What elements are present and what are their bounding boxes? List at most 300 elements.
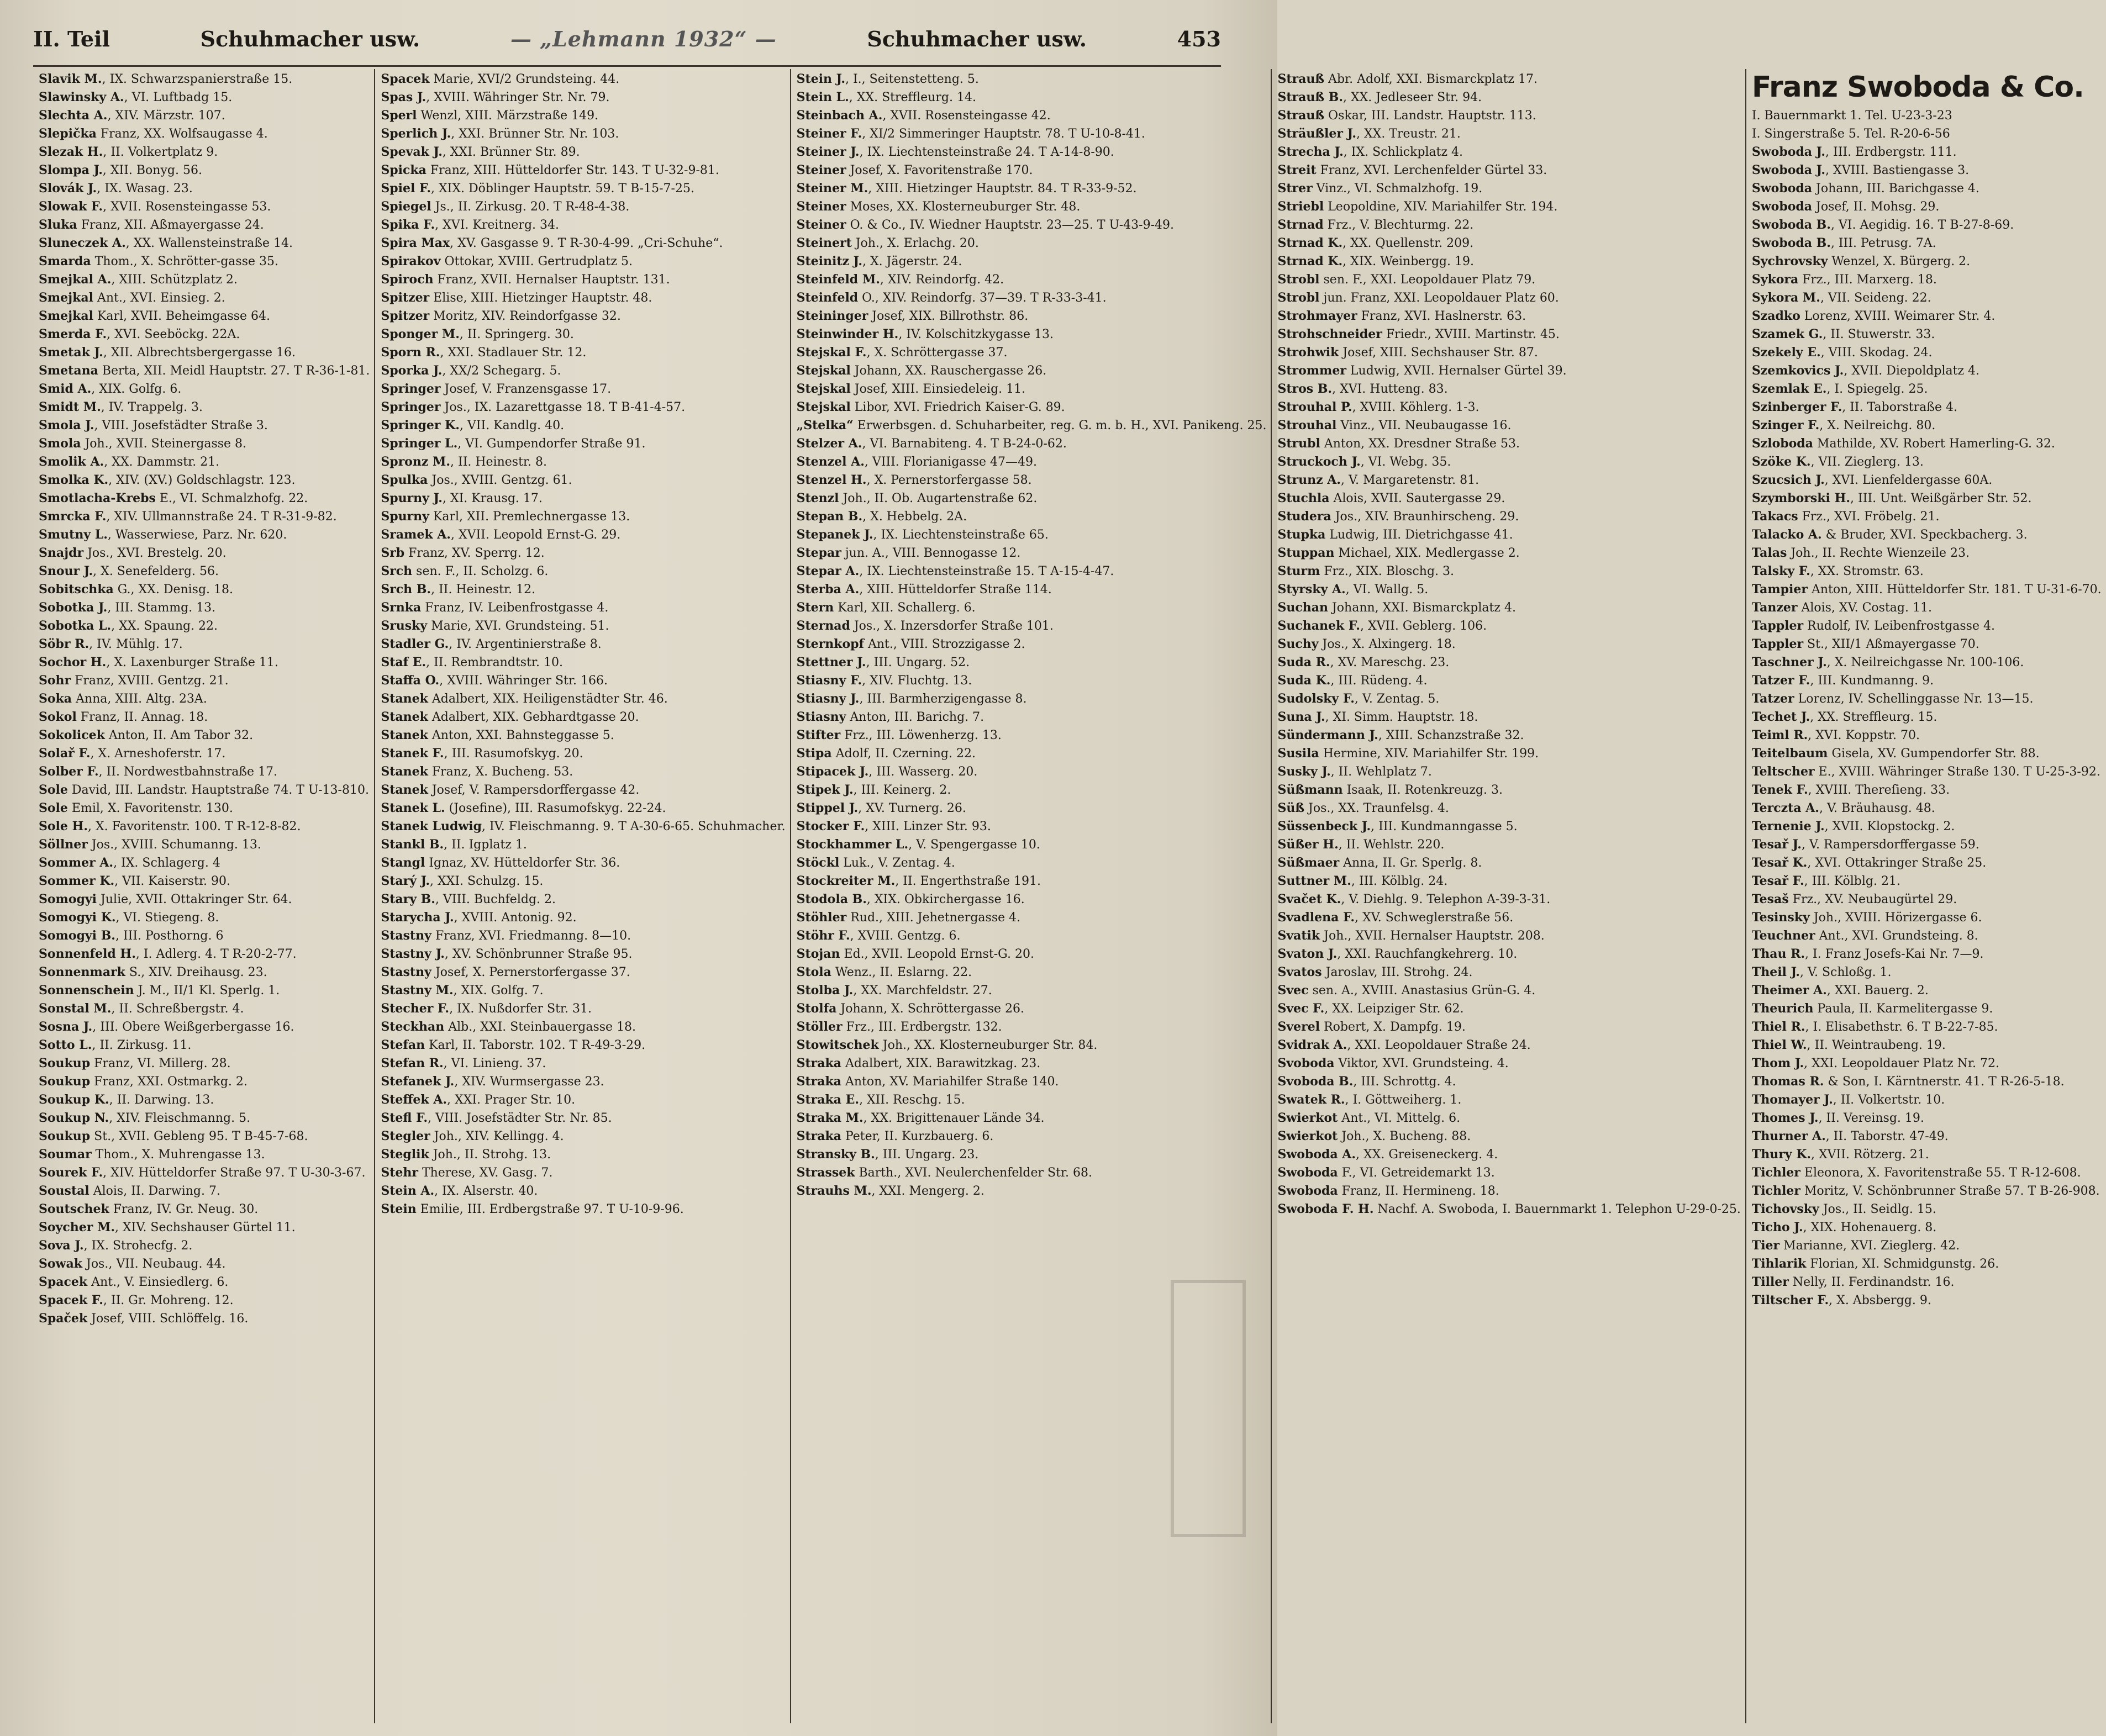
entry-address: , XXI. Rauchfangkehrerg. 10. <box>1337 947 1518 961</box>
entry-address: , XI/2 Simmeringer Hauptstr. 78. T U-10-8-41. <box>862 127 1145 141</box>
entry-name: Springer <box>381 382 441 396</box>
advertisement <box>1752 70 2102 143</box>
directory-entry <box>797 799 1267 817</box>
header-book-title: — „Lehmann 1932“ — <box>510 26 777 51</box>
entry-name: Steiner M. <box>796 181 868 196</box>
entry-address: Michael, XIX. Medlergasse 2. <box>1334 546 1520 560</box>
entry-address: , XXI. Brünner Str. 89. <box>442 145 580 159</box>
entry-address: , XIV. Ullmannstraße 24. T R-31-9-82. <box>106 510 337 524</box>
entry-address: Frz., V. Blechturmg. 22. <box>1323 218 1474 232</box>
directory-entry <box>1752 890 2102 909</box>
entry-name: Smolik A. <box>39 455 104 469</box>
entry-name: Sterba A. <box>796 582 860 597</box>
entry-address: , XVI. Ottakringer Straße 25. <box>1807 856 1987 870</box>
entry-address: , X. Schröttergasse 37. <box>866 346 1008 360</box>
entry-address: Frz., III. Marxerg. 18. <box>1798 273 1937 287</box>
page-header <box>33 17 1221 61</box>
directory-entry <box>381 180 785 198</box>
entry-name: Stern <box>796 600 834 615</box>
directory-entry <box>39 362 370 380</box>
entry-name: Smrcka F. <box>39 509 107 524</box>
entry-address: , III. Keinerg. 2. <box>853 783 951 797</box>
entry-name: Swoboda B. <box>1751 236 1831 250</box>
entry-address: Joh., X. Erlachg. 20. <box>851 236 979 250</box>
entry-address: Thom., X. Schrötter-gasse 35. <box>91 255 278 268</box>
entry-name: Stadler G. <box>381 637 449 651</box>
column-2 <box>375 69 791 1723</box>
directory-entry <box>1752 1146 2102 1164</box>
entry-name: Spacek F. <box>39 1293 103 1307</box>
entry-name: Tichler <box>1751 1184 1800 1198</box>
directory-entry <box>797 726 1267 745</box>
entry-name: Starycha J. <box>381 910 454 925</box>
entry-address: , VIII. Buchfeldg. 2. <box>435 893 556 906</box>
directory-entry <box>1752 1164 2102 1182</box>
directory-entry <box>39 307 370 325</box>
directory-entry <box>1752 726 2102 745</box>
entry-address: , IV. Fleischmanng. 9. T A-30-6-65. Schuhmacher. <box>482 820 786 833</box>
entry-address: Franz, XV. Sperrg. 12. <box>404 546 545 560</box>
ad-address-line: I. Singerstraße 5. Tel. R-20-6-56 <box>1751 127 1950 141</box>
directory-entry <box>1752 1182 2102 1200</box>
entry-address: Johann, X. Schröttergasse 26. <box>836 1002 1025 1016</box>
entry-address: St., XVII. Gebleng 95. T B-45-7-68. <box>90 1130 308 1143</box>
entry-address: Eleonora, X. Favoritenstraße 55. T R-12-608. <box>1800 1166 2081 1180</box>
entry-address: , X. Neilreichg. 80. <box>1819 419 1936 432</box>
entry-name: Tappler <box>1751 637 1804 651</box>
directory-entry <box>39 781 370 799</box>
entry-address: F., VI. Getreidemarkt 13. <box>1338 1166 1495 1180</box>
entry-name: Sosna J. <box>39 1020 93 1034</box>
directory-entry <box>381 799 785 817</box>
entry-address: , VI. Wallg. 5. <box>1345 583 1429 597</box>
entry-address: , IX. Schwarzspanierstraße 15. <box>102 72 293 86</box>
entry-address: Franz, XVIII. Gentzg. 21. <box>71 674 229 688</box>
entry-name: Tichovsky <box>1751 1202 1819 1216</box>
entry-name: Soycher M. <box>39 1220 115 1234</box>
entry-name: Stanek <box>381 710 428 724</box>
directory-entry <box>1277 1200 1740 1218</box>
directory-entry <box>797 982 1267 1000</box>
entry-address: J. M., II/1 Kl. Sperlg. 1. <box>134 984 280 998</box>
entry-name: Stein J. <box>796 72 845 86</box>
entry-name: Stöckl <box>796 856 840 870</box>
entry-address: , III. Barmherzigengasse 8. <box>859 692 1027 706</box>
entry-address: Karl, II. Taborstr. 102. T R-49-3-29. <box>425 1038 646 1052</box>
entry-name: Smola <box>39 436 81 451</box>
directory-entry <box>1752 526 2102 544</box>
directory-entry <box>39 198 370 216</box>
directory-entry <box>1277 653 1740 672</box>
directory-entry <box>381 781 785 799</box>
entry-address: Paula, II. Karmelitergasse 9. <box>1813 1002 1993 1016</box>
directory-entry <box>797 271 1267 289</box>
entry-address: , V. Schloßg. 1. <box>1799 965 1892 979</box>
entry-address: , XX. Jedleseer Str. 94. <box>1342 91 1482 104</box>
entry-name: Tihlarik <box>1751 1257 1807 1271</box>
entry-address: , XIX. Golfg. 7. <box>453 984 544 998</box>
directory-entry <box>381 216 785 234</box>
entry-address: Luk., V. Zentag. 4. <box>839 856 955 870</box>
entry-address: Franz, XIII. Hütteldorfer Str. 143. T U-32-9-81. <box>426 163 719 177</box>
directory-entry <box>797 544 1267 562</box>
entry-name: Smarda <box>39 254 91 268</box>
entry-name: Szamek G. <box>1751 327 1823 341</box>
directory-entry <box>39 1273 370 1291</box>
entry-name: Tanzer <box>1751 600 1798 615</box>
entry-name: Soukup N. <box>39 1111 109 1125</box>
directory-entry <box>39 708 370 726</box>
directory-entry <box>381 817 785 836</box>
entry-name: Steinbach A. <box>796 108 883 123</box>
entry-name: Soukup <box>39 1056 91 1070</box>
entry-name: Stankl B. <box>381 837 444 852</box>
entry-name: Smidt M. <box>39 400 101 414</box>
entry-name: Svec F. <box>1277 1001 1325 1016</box>
entry-address: Nelly, II. Ferdinandstr. 16. <box>1788 1275 1955 1289</box>
entry-address: Franz, II. Hermineng. 18. <box>1338 1184 1499 1198</box>
directory-entry <box>39 872 370 890</box>
entry-name: Söbr R. <box>39 637 89 651</box>
entry-name: Talacko A. <box>1751 527 1822 542</box>
entry-address: Adalbert, XIX. Heiligenstädter Str. 46. <box>428 692 668 706</box>
directory-entry <box>1752 836 2102 854</box>
entry-name: Solber F. <box>39 764 99 779</box>
directory-entry <box>1277 453 1740 471</box>
directory-entry <box>381 252 785 271</box>
directory-entry <box>381 1200 785 1218</box>
entry-name: Suna J. <box>1277 710 1325 724</box>
entry-name: Thomayer J. <box>1751 1093 1833 1107</box>
directory-entry <box>797 817 1267 836</box>
entry-address: Adalbert, XIX. Barawitzkag. 23. <box>841 1057 1041 1070</box>
entry-name: Stöhler <box>796 910 847 925</box>
entry-address: Karl, XVII. Beheimgasse 64. <box>93 309 271 323</box>
directory-entry <box>1277 1018 1740 1036</box>
entry-name: Sole H. <box>39 819 88 833</box>
directory-entry <box>39 1200 370 1218</box>
directory-entry <box>1277 963 1740 982</box>
entry-address: , XV. Schönbrunner Straße 95. <box>444 947 633 961</box>
entry-address: , XVII. Diepoldplatz 4. <box>1844 364 1980 378</box>
directory-entry <box>797 198 1267 216</box>
entry-address: , IX. Nußdorfer Str. 31. <box>449 1002 592 1016</box>
directory-entry <box>797 1054 1267 1073</box>
entry-address: G., XX. Denisg. 18. <box>113 583 234 597</box>
directory-entry <box>797 690 1267 708</box>
entry-address: O. & Co., IV. Wiedner Hauptstr. 23—25. T U-43-9-49. <box>846 218 1175 232</box>
entry-address: Vinz., VI. Schmalzhofg. 19. <box>1312 182 1483 196</box>
entry-name: Swoboda J. <box>1751 145 1826 159</box>
entry-name: Svadlena F. <box>1277 910 1355 925</box>
entry-address: Moritz, V. Schönbrunner Straße 57. T B-26-908. <box>1800 1184 2100 1198</box>
entry-name: Stastny J. <box>381 947 445 961</box>
entry-address: Emilie, III. Erdbergstraße 97. T U-10-9-96. <box>416 1202 684 1216</box>
entry-name: Stefan <box>381 1038 425 1052</box>
directory-entry <box>381 398 785 416</box>
entry-address: , XIV. Fluchtg. 13. <box>862 674 972 688</box>
entry-name: Somogyi <box>39 892 97 906</box>
directory-entry <box>39 799 370 817</box>
entry-address: , I. Franz Josefs-Kai Nr. 7—9. <box>1805 947 1984 961</box>
entry-name: Stejskal <box>796 363 851 378</box>
directory-entry <box>797 1000 1267 1018</box>
directory-entry <box>1752 508 2102 526</box>
entry-address: , XIV. Fleischmanng. 5. <box>109 1111 251 1125</box>
entry-name: Thury K. <box>1751 1147 1812 1162</box>
entry-name: Sperl <box>381 108 417 123</box>
entry-address: , X. Arneshoferstr. 17. <box>90 747 226 761</box>
entry-address: Karl, XII. Premlechnergasse 13. <box>429 510 630 524</box>
entry-address: , XVI. Koppstr. 70. <box>1808 729 1920 742</box>
entry-name: Stepanek J. <box>796 527 873 542</box>
directory-entry <box>1752 180 2102 198</box>
entry-name: Stipek J. <box>796 783 854 797</box>
entry-address: , III. Schrottg. 4. <box>1353 1075 1456 1089</box>
directory-entry <box>39 380 370 398</box>
entry-name: Spitzer <box>381 291 430 305</box>
directory-entry <box>381 1000 785 1018</box>
entry-address: Frz., III. Löwenherzg. 13. <box>840 729 1002 742</box>
directory-entry <box>1277 471 1740 489</box>
entry-address: Johann, III. Barichgasse 4. <box>1812 182 1979 196</box>
entry-name: Starý J. <box>381 874 430 888</box>
directory-entry <box>39 1036 370 1054</box>
entry-name: Stepar A. <box>796 564 860 578</box>
directory-entry <box>1752 1200 2102 1218</box>
entry-address: Ignaz, XV. Hütteldorfer Str. 36. <box>425 856 620 870</box>
entry-name: Süßmaer <box>1277 856 1340 870</box>
entry-address: , III. Ungarg. 52. <box>866 656 970 669</box>
directory-entry <box>1277 88 1740 107</box>
directory-entry <box>1752 690 2102 708</box>
directory-entry <box>381 107 785 125</box>
entry-address: Abr. Adolf, XXI. Bismarckplatz 17. <box>1324 72 1538 86</box>
directory-entry <box>1277 362 1740 380</box>
directory-entry <box>1277 1000 1740 1018</box>
directory-entry <box>1277 289 1740 307</box>
directory-entry <box>39 289 370 307</box>
entry-address: Joh., X. Bucheng. 88. <box>1338 1130 1471 1143</box>
entry-name: Tesař K. <box>1751 856 1808 870</box>
directory-entry <box>39 216 370 234</box>
entry-name: Stelzer A. <box>796 436 862 451</box>
entry-name: Strunz A. <box>1277 473 1341 487</box>
entry-address: Ludwig, III. Dietrichgasse 41. <box>1325 528 1513 542</box>
entry-address: Ant., XVI. Einsieg. 2. <box>93 291 225 305</box>
directory-entry <box>797 708 1267 726</box>
entry-name: Spika F. <box>381 218 435 232</box>
directory-entry <box>1277 1036 1740 1054</box>
entry-address: Franz, X. Bucheng. 53. <box>428 765 573 779</box>
entry-name: Spacek <box>39 1275 88 1289</box>
directory-entry <box>1752 489 2102 508</box>
entry-name: Stipacek J. <box>796 764 869 779</box>
entry-name: Swoboda J. <box>1751 163 1826 177</box>
entry-address: , XIII. Schanzstraße 32. <box>1378 729 1524 742</box>
entry-name: Sonstal M. <box>39 1001 112 1016</box>
entry-address: , XVIII. Thereſieng. 33. <box>1808 783 1950 797</box>
entry-address: , XVIII. Bastiengasse 3. <box>1825 163 1970 177</box>
entry-name: Theurich <box>1751 1001 1814 1016</box>
directory-entry <box>39 1218 370 1237</box>
entry-name: Slawinsky A. <box>39 90 124 104</box>
directory-entry <box>1277 690 1740 708</box>
entry-name: Sommer A. <box>39 856 114 870</box>
entry-name: Spronz M. <box>381 455 451 469</box>
directory-entry <box>381 945 785 963</box>
entry-address: , VII. Kaiserstr. 90. <box>114 874 231 888</box>
ad-company-name: Franz Swoboda & Co. <box>1751 71 2084 104</box>
entry-name: Somogyi B. <box>39 928 115 943</box>
entry-name: Spevak J. <box>381 145 443 159</box>
entry-name: Smerda F. <box>39 327 107 341</box>
entry-address: , III. Wasserg. 20. <box>868 765 978 779</box>
entry-address: , IX. Alserstr. 40. <box>434 1184 538 1198</box>
entry-name: Strnad K. <box>1277 254 1343 268</box>
directory-entry <box>797 453 1267 471</box>
entry-address: , IX. Liechtensteinstraße 15. T A-15-4-47. <box>859 564 1114 578</box>
entry-name: Tesinsky <box>1751 910 1810 925</box>
directory-entry <box>1277 836 1740 854</box>
entry-address: , IV. Kolschitzkygasse 13. <box>898 328 1054 341</box>
entry-name: Springer K. <box>381 418 460 432</box>
column-1 <box>33 69 375 1723</box>
entry-address: Josef, XIII. Einsiedeleig. 11. <box>850 382 1026 396</box>
header-section: II. Teil <box>33 26 110 51</box>
directory-entry <box>1277 70 1740 88</box>
column-5 <box>1746 69 2106 1723</box>
entry-address: , IX. Liechtensteinstraße 24. T A-14-8-90. <box>859 145 1114 159</box>
entry-name: Steiner J. <box>796 145 860 159</box>
entry-address: , XIX. Hohenauerg. 8. <box>1803 1221 1937 1234</box>
entry-name: Strohschneider <box>1277 327 1382 341</box>
entry-name: Smid A. <box>39 382 92 396</box>
directory-entry <box>797 416 1267 435</box>
entry-name: Teiml R. <box>1751 728 1808 742</box>
directory-entry <box>39 854 370 872</box>
directory-entry <box>39 88 370 107</box>
entry-name: Thomas R. <box>1751 1074 1824 1089</box>
directory-entry <box>797 1109 1267 1127</box>
entry-address: , III. Erdbergstr. 111. <box>1825 145 1957 159</box>
entry-address: Josef, XIII. Sechshauser Str. 87. <box>1339 346 1538 360</box>
directory-entry <box>381 1182 785 1200</box>
entry-name: Süßmann <box>1277 783 1343 797</box>
directory-entry <box>39 909 370 927</box>
entry-name: Soutschek <box>39 1202 109 1216</box>
directory-entry <box>797 471 1267 489</box>
entry-address: Rud., XIII. Jehetnergasse 4. <box>846 911 1021 925</box>
directory-entry <box>39 1091 370 1109</box>
directory-entry <box>39 817 370 836</box>
entry-address: , II. Taborstraße 4. <box>1842 400 1957 414</box>
entry-address: , VI. Barnabiteng. 4. T B-24-0-62. <box>862 437 1067 451</box>
directory-entry <box>1752 963 2102 982</box>
entry-name: Spulka <box>381 473 428 487</box>
directory-entry <box>1752 271 2102 289</box>
entry-name: Steininger <box>796 309 868 323</box>
directory-entry <box>1277 544 1740 562</box>
entry-address: Franz, IV. Leibenfrostgasse 4. <box>421 601 609 615</box>
entry-address: , IX. Strohecfg. 2. <box>83 1239 193 1253</box>
directory-entry <box>381 872 785 890</box>
directory-entry <box>39 125 370 143</box>
entry-address: , III. Unt. Weißgärber Str. 52. <box>1850 492 2032 505</box>
directory-entry <box>1277 672 1740 690</box>
entry-name: Steckhan <box>381 1020 445 1034</box>
directory-entry <box>1752 909 2102 927</box>
entry-address: S., XIV. Dreihausg. 23. <box>125 965 267 979</box>
directory-entry <box>797 234 1267 252</box>
entry-name: Srb <box>381 546 405 560</box>
entry-name: Suchy <box>1277 637 1319 651</box>
directory-entry <box>1752 325 2102 344</box>
entry-address: Ottokar, XVIII. Gertrudplatz 5. <box>440 255 633 268</box>
directory-entry <box>39 1073 370 1091</box>
directory-entry <box>381 1073 785 1091</box>
entry-name: Staffa O. <box>381 673 440 688</box>
entry-name: Sponger M. <box>381 327 460 341</box>
entry-address: Friedr., XVIII. Martinstr. 45. <box>1382 328 1560 341</box>
entry-address: Josef, V. Franzensgasse 17. <box>440 382 612 396</box>
entry-address: Anna, II. Gr. Sperlg. 8. <box>1339 856 1482 870</box>
directory-entry <box>381 289 785 307</box>
entry-address: Franz, XX. Wolfsaugasse 4. <box>96 127 268 141</box>
directory-entry <box>1752 1109 2102 1127</box>
entry-address: Karl, XII. Schallerg. 6. <box>834 601 976 615</box>
directory-entry <box>797 562 1267 581</box>
entry-address: , XX. Leipziger Str. 62. <box>1324 1002 1464 1016</box>
entry-name: Strassek <box>796 1165 855 1180</box>
entry-address: Ed., XVII. Leopold Ernst-G. 20. <box>840 947 1034 961</box>
entry-address: , VII. Kandlg. 40. <box>459 419 565 432</box>
entry-name: Stöhr F. <box>796 928 850 943</box>
entry-name: Soustal <box>39 1184 89 1198</box>
entry-address: , X. Senefelderg. 56. <box>93 564 219 578</box>
directory-entry <box>797 909 1267 927</box>
directory-entry <box>39 1127 370 1146</box>
directory-entry <box>39 1310 370 1328</box>
directory-entry <box>39 1146 370 1164</box>
entry-address: Jos., VII. Neubaug. 44. <box>82 1257 226 1271</box>
entry-name: Stiasny F. <box>796 673 862 688</box>
entry-address: , II. Wehlplatz 7. <box>1330 765 1432 779</box>
entry-address: Anton, II. Am Tabor 32. <box>104 729 254 742</box>
directory-entry <box>1277 180 1740 198</box>
directory-entry <box>39 1291 370 1310</box>
directory-entry <box>797 963 1267 982</box>
entry-name: Strecha J. <box>1277 145 1344 159</box>
entry-name: Sporka J. <box>381 363 443 378</box>
entry-address: , II. Volkertplatz 9. <box>103 145 218 159</box>
column-4 <box>1272 69 1746 1723</box>
entry-address: , XVI. Kreitnerg. 34. <box>435 218 559 232</box>
directory-entry <box>1277 526 1740 544</box>
entry-address: & Son, I. Kärntnerstr. 41. T R-26-5-18. <box>1824 1075 2065 1089</box>
entry-name: Stefanek J. <box>381 1074 455 1089</box>
directory-entry <box>797 380 1267 398</box>
entry-address: , XV. Turnerg. 26. <box>858 801 966 815</box>
entry-name: Szöke K. <box>1751 455 1811 469</box>
entry-name: Studera <box>1277 509 1331 524</box>
entry-address: , V. Bräuhausg. 48. <box>1819 801 1935 815</box>
entry-address: , III. Kundmanngasse 5. <box>1371 820 1518 833</box>
directory-entry <box>797 289 1267 307</box>
entry-name: Sperlich J. <box>381 126 451 141</box>
entry-address: , Wasserwiese, Parz. Nr. 620. <box>107 528 287 542</box>
entry-name: Thomes J. <box>1751 1111 1819 1125</box>
